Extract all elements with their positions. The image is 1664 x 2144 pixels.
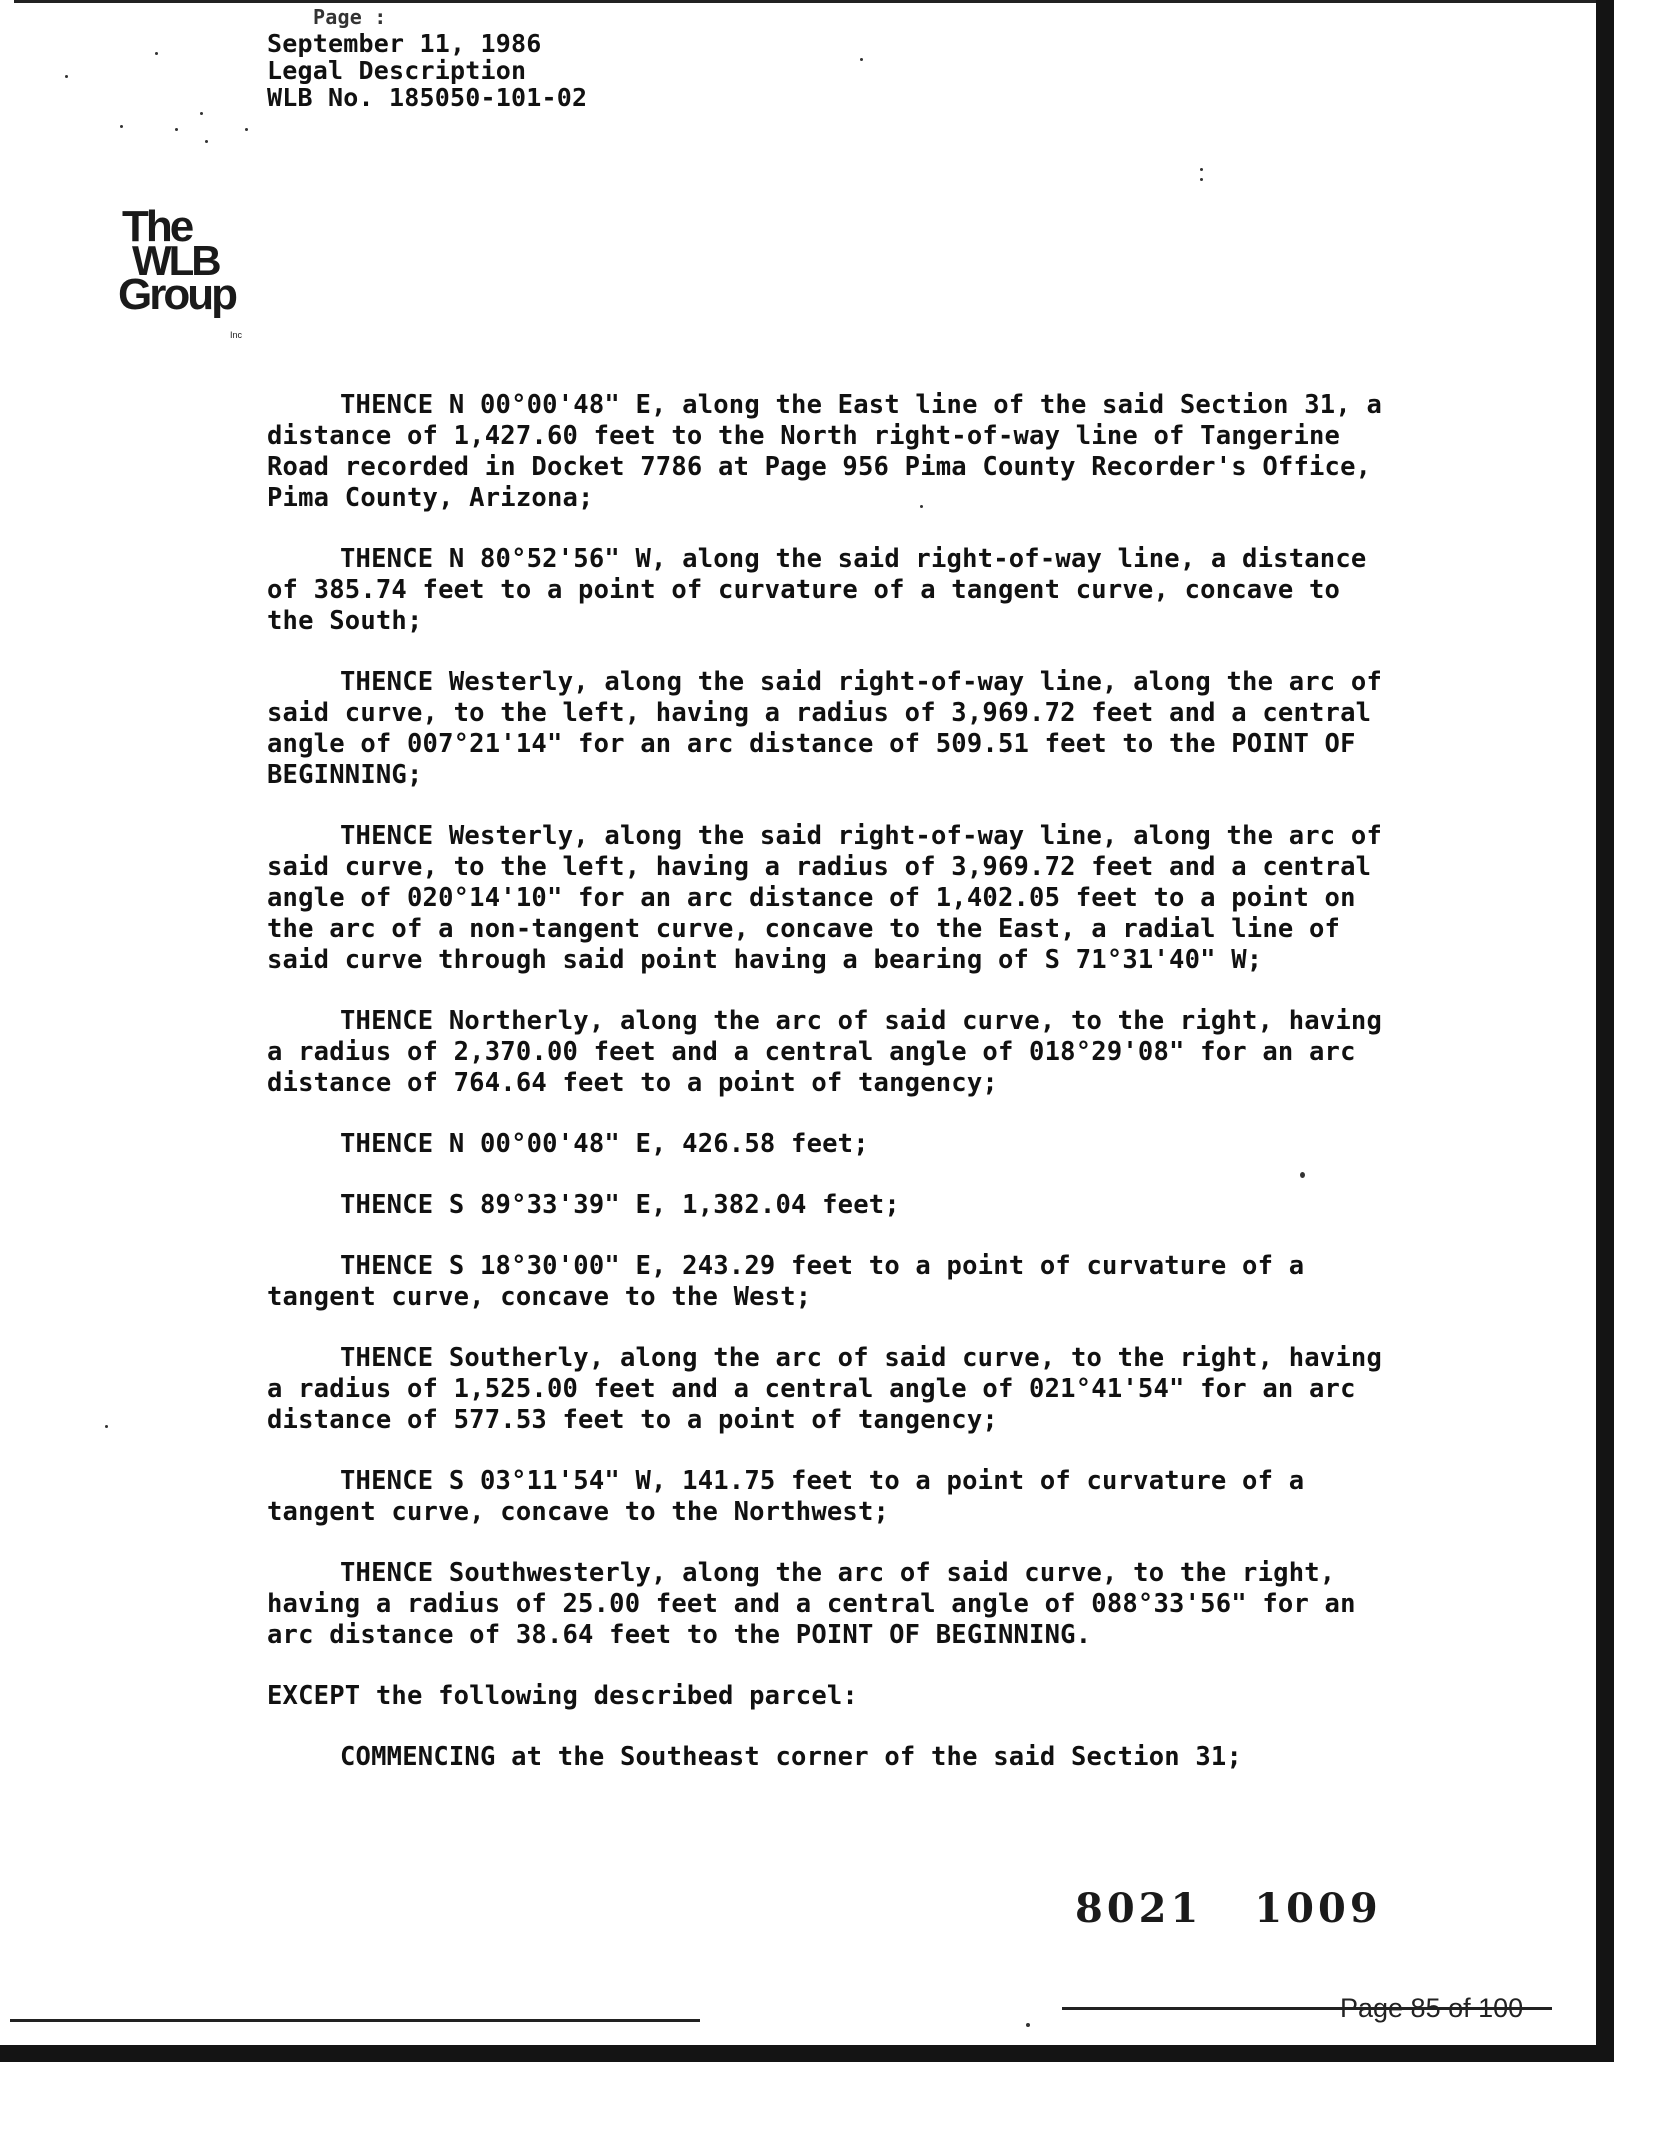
text-line: THENCE Westerly, along the said right-of-way line, along the arc of: [340, 821, 1383, 851]
text-line: of 385.74 feet to a point of curvature of a tangent curve, concave to: [267, 575, 1341, 605]
paragraph: [267, 1006, 1387, 1099]
text-line: Pima County, Arizona;: [267, 483, 594, 513]
scan-speck: [120, 125, 123, 128]
page-stub-text: Page :: [313, 5, 387, 29]
logo-line-the: The: [122, 202, 192, 251]
scan-speck: [1200, 178, 1203, 181]
paragraph: [267, 544, 1387, 637]
text-line: said curve, to the left, having a radius of 3,969.72 feet and a central: [267, 698, 1372, 728]
page-border-bottom: [0, 2045, 1614, 2062]
paragraph: [267, 1742, 1387, 1773]
scan-speck: [65, 75, 68, 78]
paragraph: [267, 667, 1387, 791]
scan-speck: [860, 58, 863, 61]
text-line: THENCE S 18°30'00" E, 243.29 feet to a point of curvature of a: [340, 1251, 1305, 1281]
text-line: the arc of a non-tangent curve, concave to the East, a radial line of: [267, 914, 1341, 944]
text-line: THENCE Southerly, along the arc of said curve, to the right, having: [340, 1343, 1383, 1373]
text-line: THENCE Southwesterly, along the arc of said curve, to the right,: [340, 1558, 1336, 1588]
header-wlb-number: WLB No. 185050-101-02: [267, 83, 588, 112]
text-line: tangent curve, concave to the West;: [267, 1282, 812, 1312]
paragraph: [267, 1129, 1387, 1160]
text-line: said curve, to the left, having a radius of 3,969.72 feet and a central: [267, 852, 1372, 882]
text-line: having a radius of 25.00 feet and a central angle of 088°33'56" for an: [267, 1589, 1356, 1619]
paragraph: [267, 821, 1387, 976]
page-border-right: [1596, 0, 1614, 2062]
text-line: THENCE Westerly, along the said right-of-way line, along the arc of: [340, 667, 1383, 697]
paragraph: [267, 1681, 1387, 1712]
recording-book: 8021: [1075, 1885, 1203, 1932]
scan-speck: [155, 52, 158, 55]
paragraph: [267, 1343, 1387, 1436]
wlb-group-logo: [118, 202, 278, 340]
text-line: distance of 577.53 feet to a point of tangency;: [267, 1405, 998, 1435]
text-line: COMMENCING at the Southeast corner of the said Section 31;: [340, 1742, 1243, 1772]
logo-line-wlb: WLB: [132, 237, 219, 284]
logo-inc: Inc: [230, 330, 243, 340]
text-line: the South;: [267, 606, 423, 636]
paragraph: [267, 1558, 1387, 1651]
scan-speck: [105, 1425, 108, 1428]
logo-line-group: Group: [118, 270, 235, 319]
text-line: THENCE Northerly, along the arc of said curve, to the right, having: [340, 1006, 1383, 1036]
text-line: arc distance of 38.64 feet to the POINT OF BEGINNING.: [267, 1620, 1092, 1650]
legal-description-body: [267, 390, 1387, 1803]
header-doc-type: Legal Description: [267, 56, 527, 85]
text-line: THENCE N 00°00'48" E, 426.58 feet;: [340, 1129, 869, 1159]
text-line: THENCE S 03°11'54" W, 141.75 feet to a point of curvature of a: [340, 1466, 1305, 1496]
text-line: tangent curve, concave to the Northwest;: [267, 1497, 890, 1527]
paragraph: [267, 390, 1387, 514]
paragraph: [267, 1251, 1387, 1313]
text-line: a radius of 1,525.00 feet and a central angle of 021°41'54" for an arc: [267, 1374, 1356, 1404]
text-line: angle of 020°14'10" for an arc distance of 1,402.05 feet to a point on: [267, 883, 1356, 913]
text-line: a radius of 2,370.00 feet and a central angle of 018°29'08" for an arc: [267, 1037, 1356, 1067]
page-number-footer: Page 85 of 100: [1340, 1993, 1524, 2023]
text-line: Road recorded in Docket 7786 at Page 956 Pima County Recorder's Office,: [267, 452, 1372, 482]
scan-speck: [205, 140, 208, 143]
page-border-top: [14, 0, 1614, 3]
text-line: BEGINNING;: [267, 760, 423, 790]
text-line: THENCE N 00°00'48" E, along the East line of the said Section 31, a: [340, 390, 1383, 420]
text-line: angle of 007°21'14" for an arc distance of 509.51 feet to the POINT OF: [267, 729, 1356, 759]
footer-rule-left: [10, 2019, 700, 2022]
paragraph: [267, 1466, 1387, 1528]
scan-speck: [200, 112, 203, 115]
text-line: distance of 764.64 feet to a point of tangency;: [267, 1068, 998, 1098]
scan-speck: [1200, 168, 1203, 171]
scan-speck: [1026, 2023, 1030, 2027]
text-line: THENCE N 80°52'56" W, along the said right-of-way line, a distance: [340, 544, 1367, 574]
document-header: [267, 5, 588, 112]
text-line: distance of 1,427.60 feet to the North right-of-way line of Tangerine: [267, 421, 1341, 451]
scan-speck: [175, 128, 178, 131]
recording-number: [1075, 1885, 1382, 1932]
paragraph: [267, 1190, 1387, 1221]
header-date: September 11, 1986: [267, 29, 542, 58]
text-line: THENCE S 89°33'39" E, 1,382.04 feet;: [340, 1190, 900, 1220]
text-line: EXCEPT the following described parcel:: [267, 1681, 858, 1711]
text-line: said curve through said point having a bearing of S 71°31'40" W;: [267, 945, 1263, 975]
recording-page: 1009: [1254, 1885, 1382, 1932]
scan-speck: [245, 128, 248, 131]
